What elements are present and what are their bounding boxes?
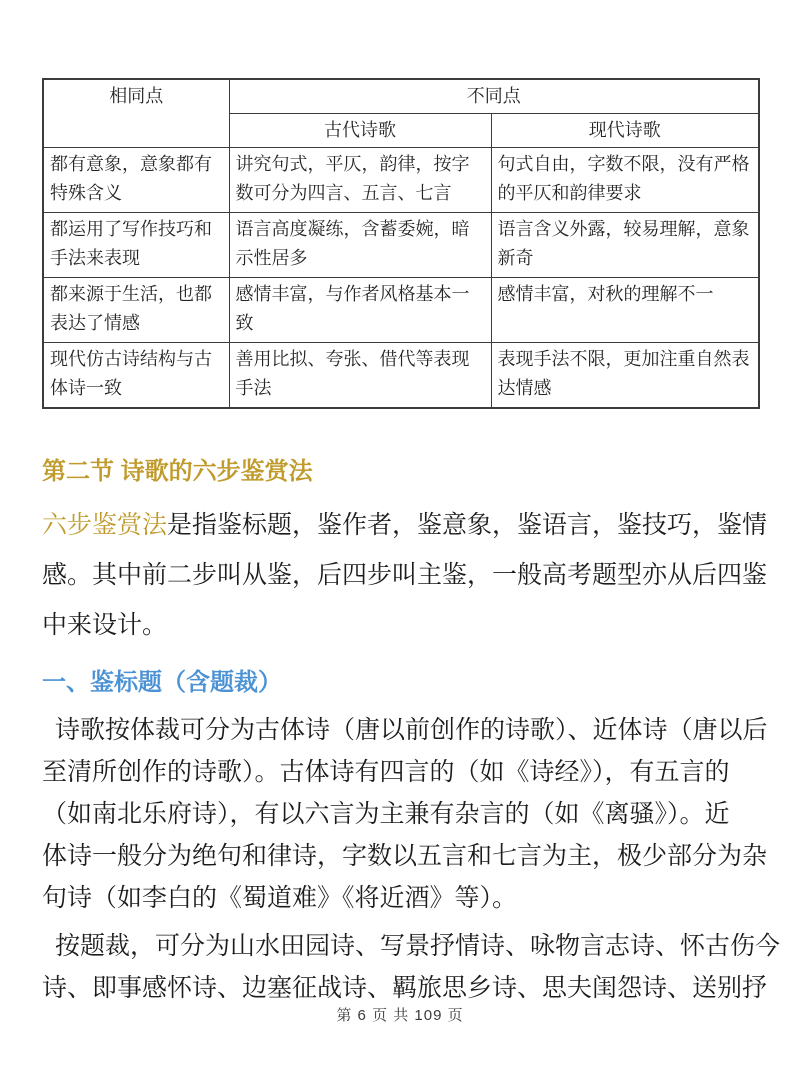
text-line: 感。其中前二步叫从鉴，后四步叫主鉴，一般高考题型亦从后四鉴 bbox=[42, 561, 768, 589]
header-ancient-poetry: 古代诗歌 bbox=[229, 114, 491, 148]
cell-modern-2: 语言含义外露，较易理解，意象新奇 bbox=[491, 213, 759, 278]
cell-modern-4: 表现手法不限，更加注重自然表达情感 bbox=[491, 343, 759, 409]
page-content bbox=[42, 78, 781, 1009]
text-line: 中来设计。 bbox=[42, 611, 168, 639]
text-line: 至清所创作的诗歌）。古体诗有四言的（如《诗经》），有五言的 bbox=[42, 758, 730, 786]
intro-line-1: 是指鉴标题，鉴作者，鉴意象，鉴语言，鉴技巧，鉴情 bbox=[167, 511, 768, 539]
comparison-table bbox=[42, 78, 760, 409]
header-different: 不同点 bbox=[229, 79, 759, 114]
text-line: 按题裁，可分为山水田园诗、写景抒情诗、咏物言志诗、怀古伤今 bbox=[55, 932, 781, 960]
text-line: （如南北乐府诗），有以六言为主兼有杂言的（如《离骚》）。近 bbox=[42, 800, 730, 828]
subsection-title: 一、鉴标题（含题裁） bbox=[42, 669, 282, 696]
table-row bbox=[43, 343, 759, 409]
topics-paragraph bbox=[42, 925, 781, 1009]
text-line bbox=[42, 500, 768, 550]
genre-paragraph bbox=[42, 709, 768, 919]
cell-ancient-1: 讲究句式，平仄，韵律，按字数可分为四言、五言、七言 bbox=[229, 148, 491, 213]
page-number-footer: 第 6 页 共 109 页 bbox=[336, 1007, 464, 1024]
table-row bbox=[43, 278, 759, 343]
text-line: 诗歌按体裁可分为古体诗（唐以前创作的诗歌）、近体诗（唐以后 bbox=[55, 716, 768, 744]
text-line: 句诗（如李白的《蜀道难》《将近酒》等）。 bbox=[42, 884, 518, 912]
intro-lead-term: 六步鉴赏法 bbox=[42, 511, 168, 539]
table-header-row bbox=[43, 79, 759, 114]
text-line: 诗、即事感怀诗、边塞征战诗、羁旅思乡诗、思夫闺怨诗、送别抒 bbox=[42, 974, 768, 1002]
cell-same-1: 都有意象，意象都有特殊含义 bbox=[43, 148, 229, 213]
text-line: 体诗一般分为绝句和律诗，字数以五言和七言为主，极少部分为杂 bbox=[42, 842, 768, 870]
cell-ancient-4: 善用比拟、夸张、借代等表现手法 bbox=[229, 343, 491, 409]
intro-paragraph bbox=[42, 500, 768, 650]
cell-modern-3: 感情丰富，对秋的理解不一 bbox=[491, 278, 759, 343]
header-same: 相同点 bbox=[43, 79, 229, 148]
cell-modern-1: 句式自由，字数不限，没有严格的平仄和韵律要求 bbox=[491, 148, 759, 213]
cell-same-3: 都来源于生活，也都表达了情感 bbox=[43, 278, 229, 343]
cell-same-2: 都运用了写作技巧和手法来表现 bbox=[43, 213, 229, 278]
table-row bbox=[43, 148, 759, 213]
cell-ancient-2: 语言高度凝练，含蓄委婉，暗示性居多 bbox=[229, 213, 491, 278]
table-row bbox=[43, 213, 759, 278]
section-title: 第二节 诗歌的六步鉴赏法 bbox=[42, 458, 313, 485]
cell-ancient-3: 感情丰富，与作者风格基本一致 bbox=[229, 278, 491, 343]
header-modern-poetry: 现代诗歌 bbox=[491, 114, 759, 148]
cell-same-4: 现代仿古诗结构与古体诗一致 bbox=[43, 343, 229, 409]
